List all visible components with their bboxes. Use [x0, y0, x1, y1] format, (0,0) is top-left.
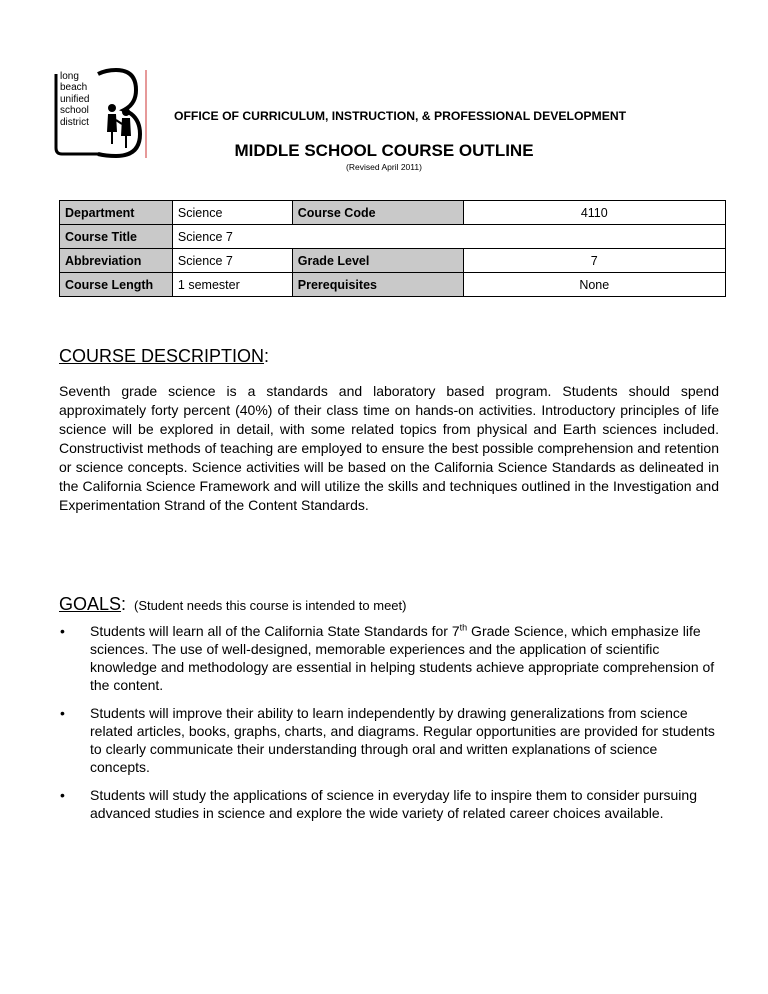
course-code-label: Course Code — [292, 201, 463, 225]
goals-title: GOALS — [59, 594, 122, 614]
page-title: MIDDLE SCHOOL COURSE OUTLINE — [234, 141, 534, 160]
prerequisites-value: None — [463, 273, 725, 297]
list-item — [59, 622, 719, 694]
revised-date: (Revised April 2011) — [346, 162, 422, 172]
department-value: Science — [172, 201, 292, 225]
course-length-value: 1 semester — [172, 273, 292, 297]
course-description-title: COURSE DESCRIPTION — [59, 346, 265, 366]
office-heading: OFFICE OF CURRICULUM, INSTRUCTION, & PROFESSIONAL DEVELOPMENT — [174, 109, 627, 123]
goals-list — [59, 622, 719, 832]
logo-word: unified — [60, 93, 90, 105]
heading-colon: : — [121, 594, 127, 614]
goal-text: Students will study the applications of science in everyday life to inspire them to consider pursuing advanced studies in science and explore the wide variety of related career choices available. — [90, 787, 697, 821]
table-row — [60, 201, 726, 225]
heading-colon: : — [264, 346, 270, 366]
goals-heading — [59, 594, 406, 615]
course-info-table — [59, 200, 726, 297]
goals-subheading: (Student needs this course is intended to meet) — [134, 598, 407, 613]
logo-word: long — [60, 71, 79, 82]
bullet-icon: • — [60, 623, 65, 639]
goal-text: Grade Science, which emphasize life sciences. The use of well-designed, memorable experiences and the application of scientific knowledge and methodology are essential in helping students achieve appropriate comprehension of the content. — [90, 623, 715, 693]
grade-level-label: Grade Level — [292, 249, 463, 273]
goal-superscript: th — [459, 622, 468, 633]
table-row — [60, 225, 726, 249]
logo-word: district — [60, 116, 89, 128]
course-description-heading — [59, 346, 269, 367]
course-title-value: Science 7 — [172, 225, 725, 249]
department-label: Department — [60, 201, 173, 225]
list-item — [59, 704, 719, 776]
goal-text: Students will learn all of the California State Standards for 7 — [90, 623, 460, 639]
grade-level-value: 7 — [463, 249, 725, 273]
course-code-value: 4110 — [463, 201, 725, 225]
bullet-icon: • — [60, 787, 65, 803]
logo-words — [60, 71, 89, 128]
course-description-text: Seventh grade science is a standards and laboratory based program. Students should spend approximately forty percent (40%) of their class time on hands-on activities. Introductory principles of life science will be explored in detail, with some related topics from physical and Earth sciences included. Constructivist methods of teaching are employed to ensure the best possible comprehension and retention or science concepts. Science activities will be based on the California Science Standards as delineated in the California Science Framework and will utilize the skills and techniques outlined in the Investigation and Experimentation Strand of the Content Standards. — [59, 383, 719, 513]
logo-word: school — [60, 105, 89, 117]
abbreviation-value: Science 7 — [172, 249, 292, 273]
table-row — [60, 273, 726, 297]
table-row — [60, 249, 726, 273]
bullet-icon: • — [60, 705, 65, 721]
course-length-label: Course Length — [60, 273, 173, 297]
abbreviation-label: Abbreviation — [60, 249, 173, 273]
list-item — [59, 786, 719, 822]
prerequisites-label: Prerequisites — [292, 273, 463, 297]
logo-word: beach — [60, 82, 88, 94]
goal-text: Students will improve their ability to learn independently by drawing generalizations from science related articles, books, graphs, charts, and diagrams. Regular opportunities are provided for students to clearly communicate their understanding through oral and written explanations of science concepts. — [90, 705, 715, 775]
course-title-label: Course Title — [60, 225, 173, 249]
